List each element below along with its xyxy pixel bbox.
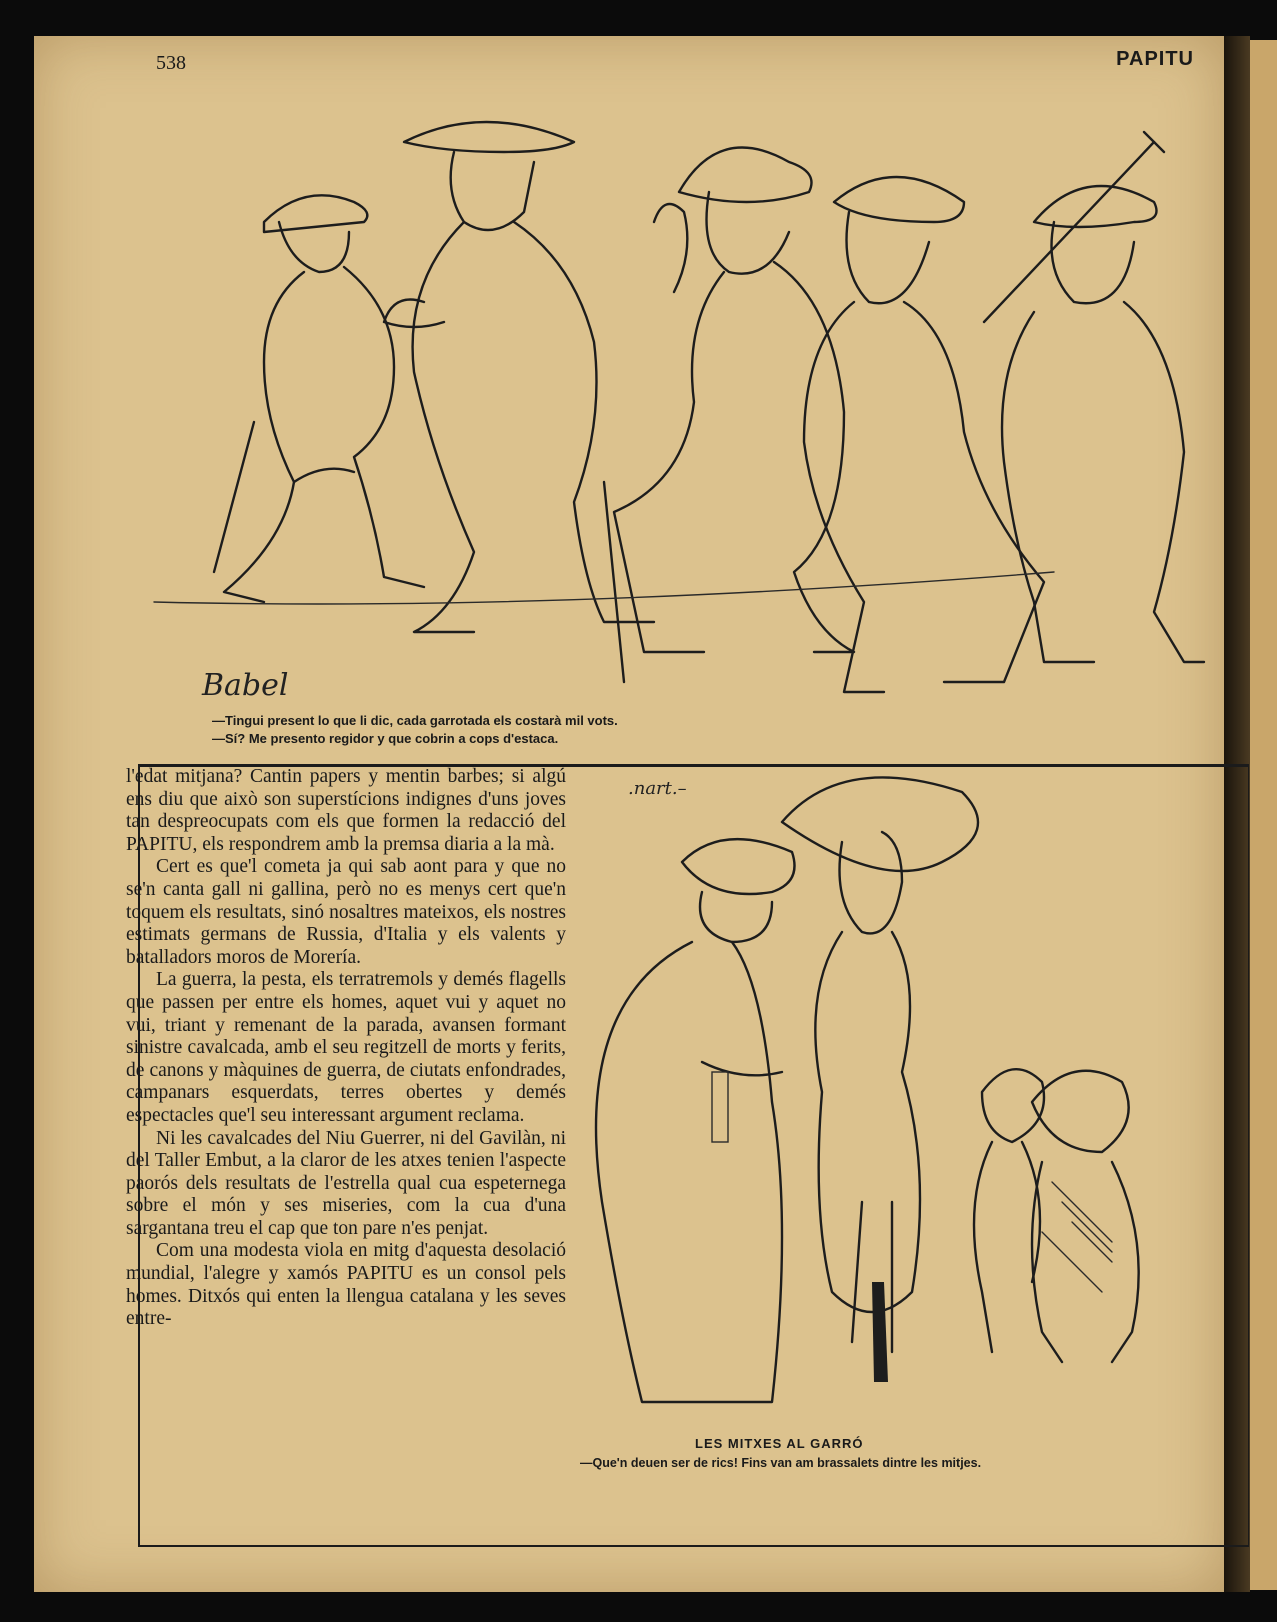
top-cartoon-illustration xyxy=(134,92,1224,732)
bottom-cartoon-title: LES MITXES AL GARRÓ xyxy=(695,1436,864,1451)
caption-line-2: —Sí? Me presento regidor y que cobrin a cops d'estaca. xyxy=(212,731,559,746)
artist-signature-nart: .nart.– xyxy=(628,778,687,799)
figure-old-man xyxy=(214,195,424,602)
article-paragraph: Ni les cavalcades del Niu Guerrer, ni del Gavilàn, ni del Taller Embut, a la claror de les atxes tenien l'aspecte paorós dels resultats de l'estrella qual cua espeternega sobre el món y ses miseries, com la cua d'una sargantana treu el cap que ton pare n'es penjat. xyxy=(126,1127,566,1239)
figure-smiling-man xyxy=(804,177,1044,692)
caption-line-1: —Tingui present lo que li dic, cada garrotada els costarà mil vots. xyxy=(212,713,618,728)
figure-children xyxy=(974,1069,1139,1362)
article-paragraph: l'edat mitjana? Cantin papers y mentin barbes; si algú ens diu que això son superstícions indignes d'uns joves tan despreocupats com els que formen la redacció del PAPITU, els respondrem amb la premsa diaria a la mà. xyxy=(126,766,566,855)
figure-man-with-club xyxy=(984,132,1204,662)
figure-bearded-man xyxy=(604,147,854,682)
bottom-cartoon-illustration xyxy=(572,762,1202,1422)
article-text xyxy=(126,766,566,1331)
artist-signature-babel: Babel xyxy=(202,668,289,703)
bottom-cartoon-caption: —Que'n deuen ser de rics! Fins van am brassalets dintre les mitjes. xyxy=(580,1456,982,1470)
figure-stout-woman xyxy=(596,839,795,1402)
publication-title: PAPITU xyxy=(1116,48,1194,70)
figure-pointing-man xyxy=(384,122,654,632)
page-number: 538 xyxy=(156,52,186,74)
article-paragraph: Com una modesta viola en mitg d'aquesta desolació mundial, l'alegre y xamós PAPITU es un consol pels homes. Ditxós qui enten la llengua catalana y les seves entre- xyxy=(126,1240,566,1330)
figure-tall-woman xyxy=(782,777,978,1382)
article-paragraph: Cert es que'l cometa ja qui sab aont para y que no se'n canta gall ni gallina, però no es menys cert que'n toquem els resultats, sinó nosaltres mateixos, els nostres estimats germans de Russia, d'Italia y els valents y batalladors moros de Morería. xyxy=(126,856,566,968)
next-page-edge xyxy=(1250,40,1277,1590)
top-cartoon-caption xyxy=(212,712,618,748)
article-paragraph: La guerra, la pesta, els terratremols y demés flagells que passen per entre els homes, aquet vui y aquet no vui, triant y remenant de la parada, avansen formant sinistre cavalcada, amb el seu regitzell de morts y ferits, de canons y màquines de guerra, de ciutats enfondrades, campanars esquerdats, terres obertes y demés espectacles que'l seu interessant argument reclama. xyxy=(126,969,566,1126)
